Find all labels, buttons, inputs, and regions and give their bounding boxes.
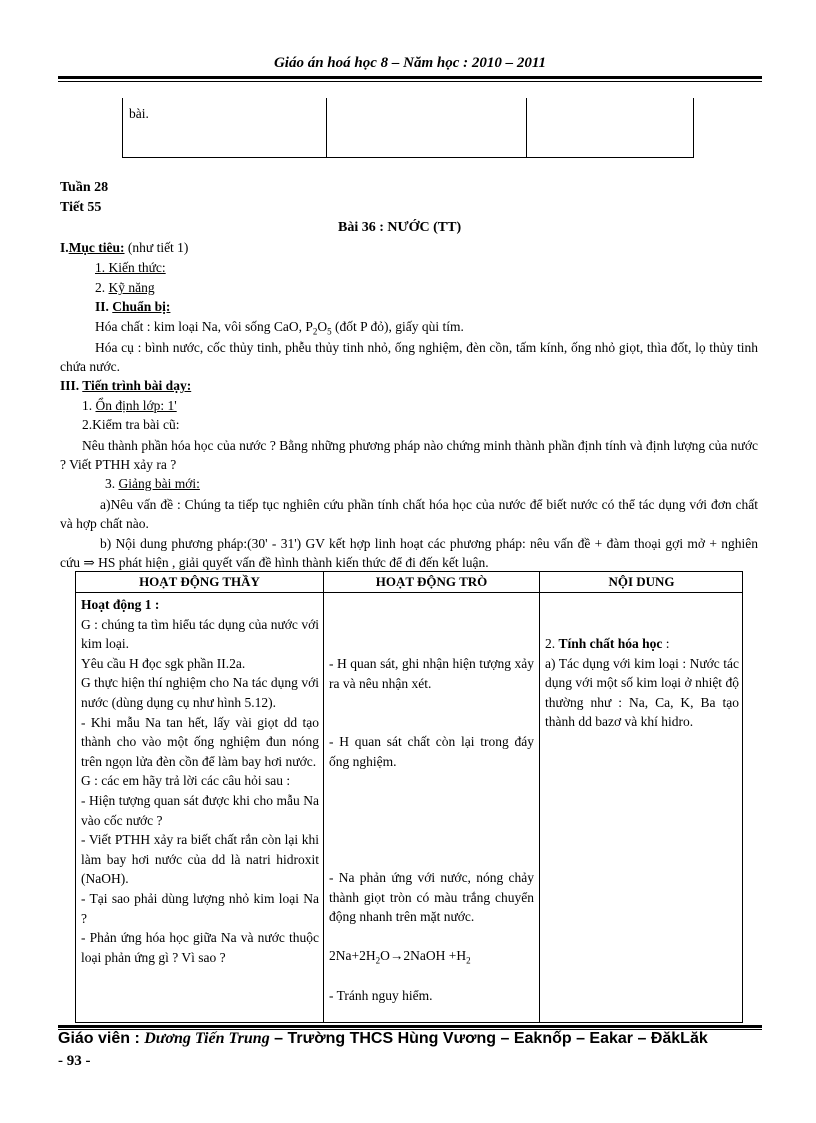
content-body: a) Tác dụng với kim loại : Nước tác dụng với một số kim loại ở nhiệt độ thường như : Na, Ca, K, Ba tạo thành dd bazơ và khí hidro. xyxy=(545,655,739,730)
teacher-item: Yêu cầu H đọc sgk phần II.2a. xyxy=(81,655,246,671)
tools-text: Hóa cụ : bình nước, cốc thủy tinh, phễu thủy tinh nhỏ, ống nghiệm, đèn cồn, tấm kính, ống nhỏ giọt, thìa đốt, lọ thủy tinh chứa nước. xyxy=(60,340,758,374)
teacher-item: - Hiện tượng quan sát được khi cho mẫu Na vào cốc nước ? xyxy=(81,792,319,828)
footer-prefix: Giáo viên : xyxy=(58,1030,145,1047)
content-column xyxy=(545,634,739,732)
table-cell-text: bài. xyxy=(129,106,149,121)
chemicals-text: Hóa chất : kim loại Na, vôi sống CaO, $P_2O_5$ (đốt P đỏ), giấy qùi tím. xyxy=(95,319,464,337)
section-number: II. xyxy=(95,299,113,314)
table-divider xyxy=(526,98,527,157)
equation: $2Na+2H_2O\to 2NaOH +H_2$ xyxy=(329,948,471,966)
page-header-title: Giáo án hoá học 8 – Năm học : 2010 – 2011 xyxy=(273,55,547,71)
sub-skills-label: Kỹ năng xyxy=(108,280,155,295)
week-label: Tuần 28 xyxy=(60,180,109,195)
teacher-item: G : chúng ta tìm hiểu tác dụng của nước với kim loại. xyxy=(81,616,319,652)
step-label: Giảng bài mới: xyxy=(118,476,200,491)
footer-rule-thick xyxy=(58,1025,762,1028)
section-progress xyxy=(60,378,191,394)
step-new-lesson xyxy=(105,476,200,492)
header-teacher: HOẠT ĐỘNG THẦY xyxy=(139,574,260,589)
student-item: - Tránh nguy hiểm. xyxy=(329,988,433,1003)
sub-skills-number: 2. xyxy=(95,280,109,295)
teacher-item: - Khi mẫu Na tan hết, lấy vài giọt dd tạo thành cho vào một ống nghiệm đun nóng trên ngọn lửa đèn cồn để làm bay hơi nước. xyxy=(81,714,319,769)
table-divider xyxy=(326,98,327,157)
footer-school: – Trường THCS Hùng Vương – Eaknốp – Eakar – ĐăkLăk xyxy=(269,1030,708,1047)
footer-line xyxy=(58,1030,708,1048)
teacher-item: G : các em hãy trả lời các câu hỏi sau : xyxy=(81,773,291,789)
page-number: - 93 - xyxy=(58,1053,91,1069)
header-rule-thick xyxy=(58,76,762,79)
section-note: (như tiết 1) xyxy=(127,240,189,255)
header-rule-thin xyxy=(58,81,762,82)
student-item: - Na phản ứng với nước, nóng chảy thành giọt tròn có màu trắng chuyển động nhanh trên mặt nước. xyxy=(329,870,534,925)
teacher-item: - Viết PTHH xảy ra biết chất rắn còn lại khi làm bay hơi nước của dd là natri hidroxit (NaOH). xyxy=(81,832,319,887)
continued-table xyxy=(122,98,694,158)
teacher-item: G thực hiện thí nghiệm cho Na tác dụng với nước (dùng dụng cụ như hình 5.12). xyxy=(81,675,319,710)
section-label: Tiến trình bài dạy: xyxy=(82,378,192,393)
step-label: Ổn định lớp: 1' xyxy=(95,398,177,413)
sub-knowledge: 1. Kiến thức: xyxy=(95,260,166,275)
teacher-item: - Tại sao phải dùng lượng nhỏ kim loại Na ? xyxy=(81,890,319,926)
teacher-item: - Phản ứng hóa học giữa Na và nước thuộc loại phản ứng gì ? Vì sao ? xyxy=(81,930,319,965)
header-content: NỘI DUNG xyxy=(608,574,675,589)
activity-table xyxy=(75,571,743,1023)
section-label: Mục tiêu: xyxy=(68,240,125,255)
section-number: III. xyxy=(60,378,83,393)
intro-method: b) Nội dung phương pháp:(30' - 31') GV kết hợp linh hoạt các phương pháp: nêu vấn đề + đàm thoại gợi mở + nghiên cứu ⇒ HS phát hiện , giải quyết vấn đề hình thành kiến thức để đi đến kết luận. xyxy=(60,536,758,570)
activity-title: Hoạt động 1 : xyxy=(81,597,160,612)
step-number: 3. xyxy=(105,476,119,491)
sub-skills xyxy=(95,280,155,296)
teacher-name: Dương Tiến Trung xyxy=(144,1030,270,1047)
step-number: 1. xyxy=(82,398,96,413)
student-item: - H quan sát, ghi nhận hiện tượng xảy ra và nêu nhận xét. xyxy=(329,656,534,691)
section-label: Chuẩn bị: xyxy=(112,299,171,314)
lesson-title: Bài 36 : NƯỚC (TT) xyxy=(338,220,462,235)
content-title: 2. Tính chất hóa học : xyxy=(545,636,670,651)
section-number: I. xyxy=(60,240,69,255)
header-student: HOẠT ĐỘNG TRÒ xyxy=(375,574,488,589)
review-question: Nêu thành phần hóa học của nước ? Bằng những phương pháp nào chứng minh thành phần định tính và định lượng của nước ? Viết PTHH xảy ra ? xyxy=(60,438,758,472)
column-divider xyxy=(539,572,540,1022)
step-class-order xyxy=(82,398,177,414)
intro-problem: a)Nêu vấn đề : Chúng ta tiếp tục nghiên cứu phần tính chất hóa học của nước để biết nước có thể tác dụng với đơn chất và hợp chất nào. xyxy=(60,497,758,531)
lesson-number: Tiết 55 xyxy=(60,200,102,215)
column-divider xyxy=(323,572,324,1022)
header-divider xyxy=(76,592,742,593)
step-review: 2.Kiểm tra bài cũ: xyxy=(82,417,180,432)
student-item: - H quan sát chất còn lại trong đáy ống nghiệm. xyxy=(329,734,534,769)
teacher-column xyxy=(81,595,319,967)
section-preparation xyxy=(95,299,170,315)
section-objectives xyxy=(60,240,188,256)
